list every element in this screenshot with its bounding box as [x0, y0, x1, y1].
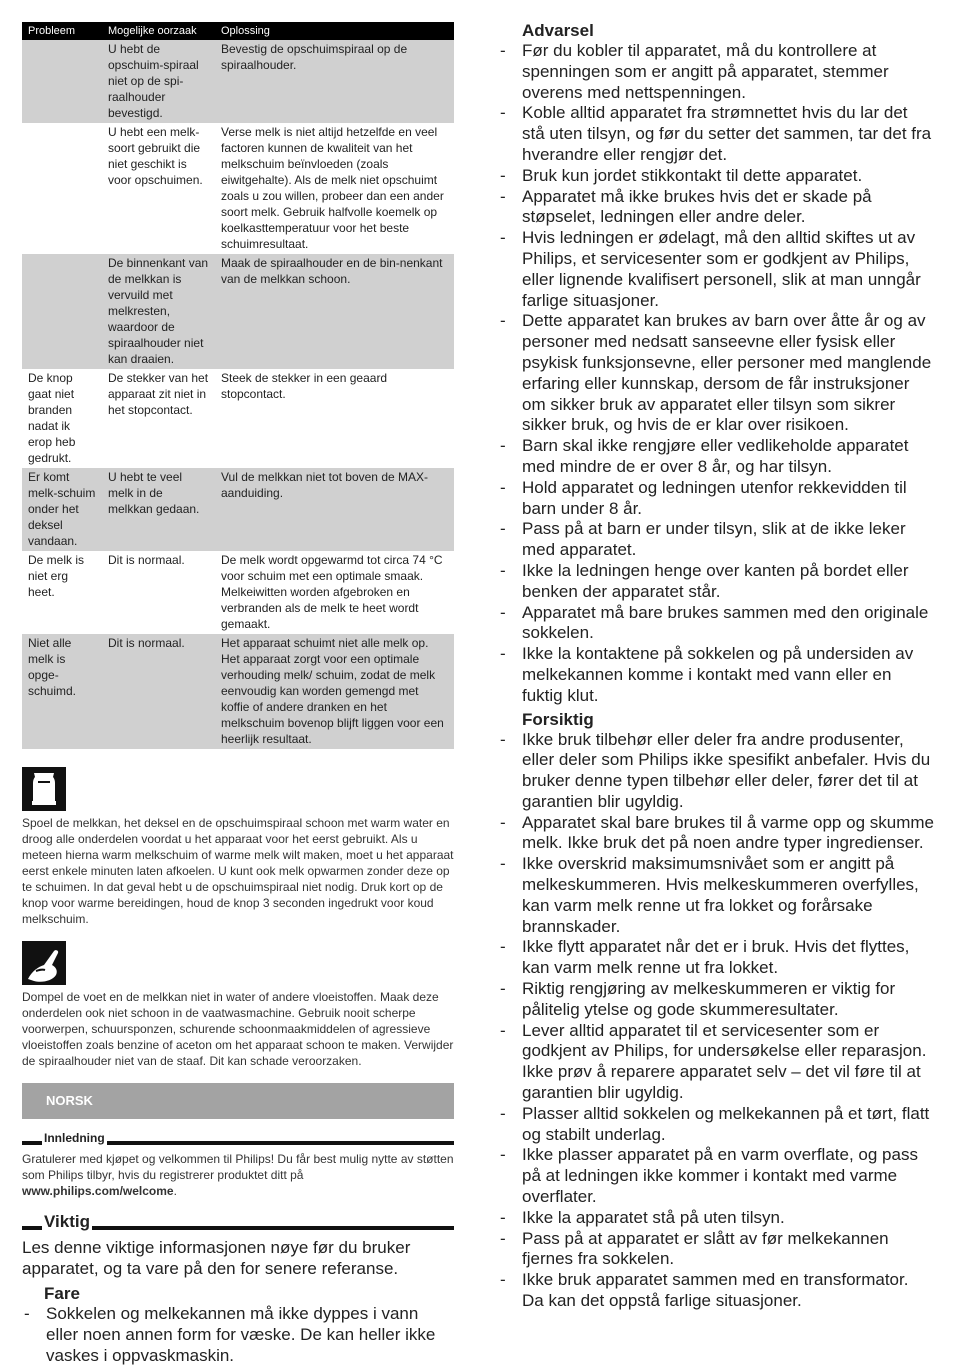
list-item: - Lever alltid apparatet til et servicesenter som er godkjent av Philips, for undersøkelse eller reparasjon. Ikke prøv å reparere apparatet selv – det vil føre til at garantien blir ugyldig.	[498, 1021, 934, 1104]
troubleshooting-table	[22, 22, 454, 749]
cell-solution: Maak de spiraalhouder en de bin-nenkant van de melkkan schoon.	[215, 254, 454, 369]
header-cause: Mogelijke oorzaak	[102, 22, 215, 40]
cell-solution: Vul de melkkan niet tot boven de MAX-aanduiding.	[215, 468, 454, 551]
table-row	[22, 551, 454, 634]
list-item: - Ikke bruk tilbehør eller deler fra andre produsenter, eller deler som Philips ikke spesifikt anbefaler. Hvis du bruker denne typen tilbehør eller deler, fører det til at garantien blir ugyldig.	[498, 730, 934, 813]
innledning-text-end: .	[173, 1184, 177, 1198]
table-row	[22, 40, 454, 123]
cell-problem	[22, 254, 102, 369]
list-item: - Apparatet skal bare brukes til å varme opp og skumme melk. Ikke bruk det på noen andre typer ingredienser.	[498, 813, 934, 855]
list-item: - Ikke flytt apparatet når det er i bruk. Hvis det flyttes, kan varm melk renne ut fra lokket.	[498, 937, 934, 979]
forsiktig-list	[498, 730, 934, 1312]
list-item: - Sokkelen og melkekannen må ikke dyppes i vann eller noen annen form for væske. De kan heller ikke vaskes i oppvaskmaskin.	[22, 1304, 454, 1366]
advarsel-title: Advarsel	[522, 21, 594, 40]
cell-problem: Er komt melk-schuim onder het deksel vandaan.	[22, 468, 102, 551]
list-item: - Apparatet må bare brukes sammen med den originale sokkelen.	[498, 603, 934, 645]
list-item: - Riktig rengjøring av melkeskummeren er viktig for pålitelig ytelse og gode skummeresultater.	[498, 979, 934, 1021]
table-row	[22, 123, 454, 254]
list-item: - Barn skal ikke rengjøre eller vedlikeholde apparatet med mindre de er over 8 år, og har tilsyn.	[498, 436, 934, 478]
no-immerse-icon	[22, 941, 66, 985]
cell-cause: U hebt een melk-soort gebruikt die niet geschikt is voor opschuimen.	[108, 125, 203, 187]
table-row	[22, 369, 454, 468]
list-item: - Ikke la ledningen henge over kanten på bordet eller benken der apparatet står.	[498, 561, 934, 603]
list-item: - Koble alltid apparatet fra strømnettet hvis du lar det stå uten tilsyn, og før du setter det sammen, tar det fra hverandre eller rengjør det.	[498, 103, 934, 165]
cell-cause: U hebt te veel melk in de melkkan gedaan.	[102, 468, 215, 551]
innledning-paragraph	[22, 1151, 454, 1199]
rinse-paragraph: Spoel de melkkan, het deksel en de opschuimspiraal schoon met warm water en droog alle onderdelen voordat u het apparaat voor het eerst gebruikt. Als u meteen hierna warm melkschuim of warme melk wilt maken, moet u het apparaat eerst enkele minuten laten afkoelen. U kunt ook melk opwarmen zonder deze op te schuimen. In dat geval hebt u de opschuimspiraal niet nodig. Druk kort op de knop voor warme bereidingen, houd de knop 3 seconden ingedrukt voor koud melkschuim.	[22, 816, 454, 926]
viktig-heading	[22, 1212, 454, 1235]
fare-title: Fare	[44, 1284, 80, 1303]
list-item: - Plasser alltid sokkelen og melkekannen på et tørt, flatt og stabilt underlag.	[498, 1104, 934, 1146]
cell-problem: Niet alle melk is opge-schuimd.	[22, 634, 102, 749]
cell-cause: U hebt de opschuim-spiraal niet op de spi-raalhouder bevestigd.	[102, 40, 215, 123]
welcome-link[interactable]: www.philips.com/welcome	[22, 1184, 174, 1198]
list-item: - Bruk kun jordet stikkontakt til dette apparatet.	[498, 166, 934, 187]
innledning-title: Innledning	[22, 1131, 107, 1145]
cell-solution: De melk wordt opgewarmd tot circa 74 °C voor schuim met een optimale smaak. Melkeiwitten worden afgebroken en verbranden als de melk te heet wordt gemaakt.	[221, 553, 443, 631]
cell-solution: Bevestig de opschuimspiraal op de spiraalhouder.	[215, 40, 454, 123]
list-item: - Pass på at apparatet er slått av før melkekannen fjernes fra sokkelen.	[498, 1229, 934, 1271]
viktig-intro: Les denne viktige informasjonen nøye før du bruker apparatet, og ta vare på den for senere referanse.	[22, 1238, 411, 1278]
cell-problem: De melk is niet erg heet.	[28, 553, 85, 599]
list-item: - Pass på at barn er under tilsyn, slik at de ikke leker med apparatet.	[498, 519, 934, 561]
cell-solution: Verse melk is niet altijd hetzelfde en veel factoren kunnen de kwaliteit van het melkschuim beïnvloeden (zoals eiwitgehalte). Als de melk niet opschuimt zoals u zou willen, probeer dan een ander soort melk. Gebruik halfvolle koemelk op koelkasttemperatuur voor het beste schuimresultaat.	[221, 125, 444, 251]
list-item: - Ikke la kontaktene på sokkelen og på undersiden av melkekannen komme i kontakt med vann eller en fuktig klut.	[498, 644, 934, 706]
list-item: - Før du kobler til apparatet, må du kontrollere at spenningen som er angitt på apparatet, stemmer overens med nettspenningen.	[498, 41, 934, 103]
list-item: - Ikke overskrid maksimumsnivået som er angitt på melkeskummeren. Hvis melkeskummeren overfylles, kan varm melk renne ut fra lokket og forårsake brannskader.	[498, 854, 934, 937]
forsiktig-title: Forsiktig	[522, 709, 594, 729]
cell-problem: De knop gaat niet branden nadat ik erop heb gedrukt.	[28, 371, 76, 465]
milk-jug-icon	[22, 767, 66, 811]
header-solution: Oplossing	[215, 22, 454, 40]
cell-cause: De stekker van het apparaat zit niet in het stopcontact.	[108, 371, 209, 417]
cell-solution: Steek de stekker in een geaard stopcontact.	[221, 371, 388, 401]
cell-cause: De binnenkant van de melkkan is vervuild met melkresten, waardoor de spiraalhouder niet kan draaien.	[102, 254, 215, 369]
cell-problem	[22, 40, 102, 123]
header-problem: Probleem	[22, 22, 102, 40]
cell-cause: Dit is normaal.	[108, 553, 185, 567]
fare-list	[22, 1304, 454, 1366]
cell-solution: Het apparaat schuimt niet alle melk op. Het apparaat zorgt voor een optimale verhouding melk/ schuim, zodat de melk eenvoudig kan worden gemengd met koffie of andere dranken en het melkschuim bovenop blijft liggen voor een heerlijk resultaat.	[215, 634, 454, 749]
list-item: - Hold apparatet og ledningen utenfor rekkevidden til barn under 8 år.	[498, 478, 934, 520]
cell-problem	[22, 123, 102, 254]
table-row	[22, 254, 454, 369]
table-row	[22, 634, 454, 749]
innledning-heading	[22, 1133, 454, 1147]
list-item: - Ikke la apparatet stå på uten tilsyn.	[498, 1208, 934, 1229]
right-column	[498, 20, 934, 1312]
list-item: - Hvis ledningen er ødelagt, må den alltid skiftes ut av Philips, et servicesenter som er godkjent av Philips, eller lignende kvalifisert personell, slik at man unngår farlige situasjoner.	[498, 228, 934, 311]
language-section-header: NORSK	[22, 1083, 454, 1119]
viktig-title: Viktig	[22, 1212, 92, 1232]
innledning-text: Gratulerer med kjøpet og velkommen til Philips! Du får best mulig nytte av støtten som Philips tilbyr, hvis du registrerer produktet ditt på	[22, 1152, 454, 1182]
list-item: - Ikke plasser apparatet på en varm overflate, og pass på at ledningen ikke kommer i kontakt med varme overflater.	[498, 1145, 934, 1207]
table-header-row	[22, 22, 454, 40]
list-item: - Dette apparatet kan brukes av barn over åtte år og av personer med nedsatt sanseevne eller fysisk eller psykisk funksjonsevne, eller personer med manglende erfaring eller kunnskap, dersom de får instruksjoner om sikker bruk av apparatet eller tilsyn som sikrer sikker bruk, og hvis de er klar over risikoen.	[498, 311, 934, 436]
advarsel-list	[498, 41, 934, 707]
list-item: - Apparatet må ikke brukes hvis det er skade på støpselet, ledningen eller andre deler.	[498, 187, 934, 229]
cell-cause: Dit is normaal.	[102, 634, 215, 749]
left-column	[22, 22, 454, 1366]
table-row	[22, 468, 454, 551]
list-item: - Ikke bruk apparatet sammen med en transformator. Da kan det oppstå farlige situasjoner.	[498, 1270, 934, 1312]
immerse-warning-paragraph: Dompel de voet en de melkkan niet in water of andere vloeistoffen. Maak deze onderdelen ook niet schoon in de vaatwasmachine. Gebruik nooit scherpe voorwerpen, schuursponzen, schurende schoonmaakmiddelen of agressieve vloeistoffen zoals benzine of aceton om het apparaat schoon te maken. Verwijder de spiraalhouder niet van de staaf. Dit kan schade veroorzaken.	[22, 990, 454, 1068]
